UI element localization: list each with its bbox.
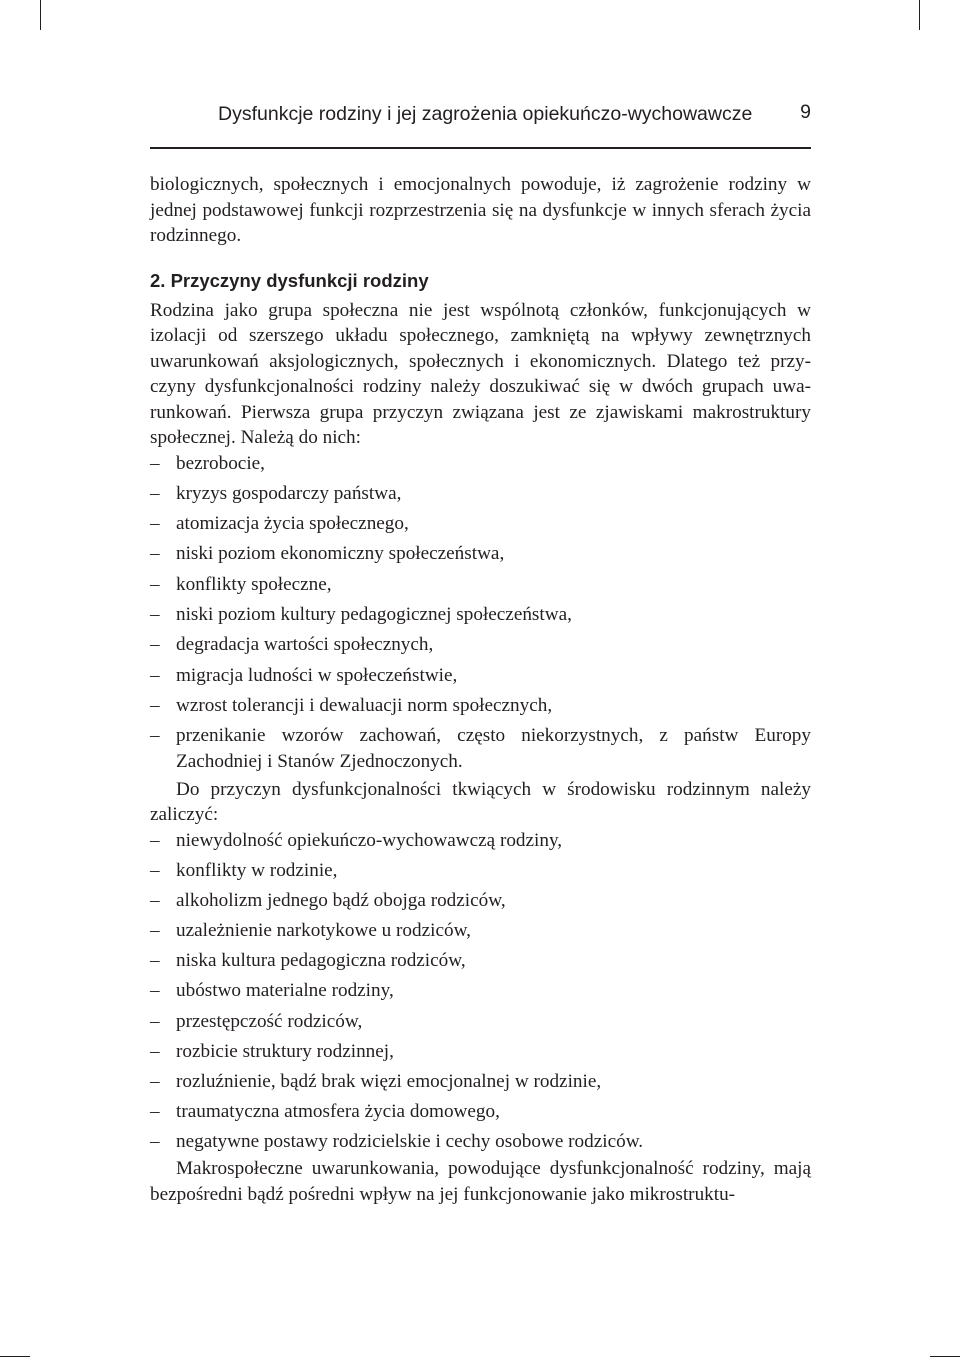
- list-item: [150, 693, 811, 719]
- list-item-text: ubóstwo materialne rodziny,: [176, 980, 394, 1002]
- list-item: [150, 481, 811, 507]
- list-item: [150, 511, 811, 537]
- list-item: [150, 1009, 811, 1035]
- list-item: [150, 888, 811, 914]
- list-item: [150, 632, 811, 658]
- list-item: [150, 541, 811, 567]
- list-item-text: negatywne postawy rodzicielskie i cechy osobowe rodziców.: [176, 1130, 644, 1152]
- crop-mark-right: [919, 0, 920, 30]
- list-dash: –: [150, 890, 160, 912]
- list-dash: –: [150, 725, 160, 747]
- list-item: [150, 978, 811, 1004]
- paragraph-macro-conditions: Makrospołeczne uwarunkowania, powodujące dysfunkcjonalność rodziny, mają bezpośredni bądź pośredni wpływ na jej funkcjonowanie jako mikrostruktu-: [150, 1158, 811, 1205]
- page-number: 9: [800, 101, 811, 123]
- list-dash: –: [150, 452, 160, 474]
- list-item-text: rozbicie struktury rodzinnej,: [176, 1040, 394, 1062]
- list-item-text: traumatyczna atmosfera życia domowego,: [176, 1100, 500, 1122]
- running-title: Dysfunkcje rodziny i jej zagrożenia opiekuńczo-wychowawcze: [218, 103, 753, 125]
- list-dash: –: [150, 543, 160, 565]
- list-dash: –: [150, 694, 160, 716]
- list-dash: –: [150, 573, 160, 595]
- list-item: [150, 918, 811, 944]
- list-dash: –: [150, 513, 160, 535]
- paragraph-family-causes-intro: Do przyczyn dysfunkcjonalności tkwiących w środowisku rodzinnym należy zaliczyć:: [150, 778, 811, 826]
- section-heading: 2. Przyczyny dysfunkcji rodziny: [150, 269, 429, 291]
- list-item-text: kryzys gospodarczy państwa,: [176, 482, 402, 504]
- list-item: [150, 948, 811, 974]
- header-rule: [150, 147, 811, 149]
- list-item: [150, 1039, 811, 1065]
- paragraph-causes-intro: Rodzina jako grupa społeczna nie jest wspólnotą członków, funkcjonujących w izolacji od szerszego układu społecznego, zamkniętą na wpływy zewnętrznych uwarunkowań aksjologicznych, społecznych i ekonomicznych. Dlatego też przyczyny dysfunkcjonalności rodziny należy doszukiwać się w dwóch grupach uwarunkowań. Pierwsza grupa przyczyn związana jest ze zjawiskami makrostruktury społecznej. Należą do nich:: [150, 299, 811, 448]
- list-item-text: konflikty w rodzinie,: [176, 860, 338, 882]
- crop-mark-left: [40, 0, 41, 30]
- list-dash: –: [150, 1130, 160, 1152]
- list-item-text: konflikty społeczne,: [176, 573, 332, 595]
- list-dash: –: [150, 603, 160, 625]
- list-item-text: wzrost tolerancji i dewaluacji norm społecznych,: [176, 694, 553, 716]
- list-item-text: degradacja wartości społecznych,: [176, 634, 434, 656]
- list-item-text: rozluźnienie, bądź brak więzi emocjonalnej w rodzinie,: [176, 1070, 602, 1092]
- page-body: [150, 172, 811, 1207]
- list-item: [150, 572, 811, 598]
- list-item: [150, 663, 811, 689]
- list-item-text: niewydolność opiekuńczo-wychowawczą rodziny,: [176, 829, 563, 851]
- list-dash: –: [150, 1040, 160, 1062]
- list-dash: –: [150, 950, 160, 972]
- list-item-text: przestępczość rodziców,: [176, 1010, 363, 1032]
- list-item-text: atomizacja życia społecznego,: [176, 513, 409, 535]
- list-item-text: niski poziom kultury pedagogicznej społeczeństwa,: [176, 603, 572, 625]
- list-item: [150, 828, 811, 854]
- list-item-text: niska kultura pedagogiczna rodziców,: [176, 950, 466, 972]
- list-dash: –: [150, 920, 160, 942]
- list-dash: –: [150, 980, 160, 1002]
- list-item: [150, 858, 811, 884]
- list-item: [150, 1099, 811, 1125]
- list-dash: –: [150, 1100, 160, 1122]
- list-item-text: przenikanie wzorów zachowań, często niekorzystnych, z państw Europy Zachodniej i Stanów Zjednoczonych.: [176, 725, 811, 772]
- list-item-text: niski poziom ekonomiczny społeczeństwa,: [176, 543, 505, 565]
- list-item-text: uzależnienie narkotykowe u rodziców,: [176, 920, 471, 942]
- list-dash: –: [150, 664, 160, 686]
- list-item-text: bezrobocie,: [176, 452, 265, 474]
- list-item: [150, 602, 811, 628]
- list-item-text: migracja ludności w społeczeństwie,: [176, 664, 458, 686]
- list-item-text: alkoholizm jednego bądź obojga rodziców,: [176, 890, 506, 912]
- list-dash: –: [150, 634, 160, 656]
- macro-causes-list: [150, 451, 811, 775]
- list-item: [150, 451, 811, 477]
- list-dash: –: [150, 860, 160, 882]
- list-item: [150, 723, 811, 774]
- list-dash: –: [150, 482, 160, 504]
- list-dash: –: [150, 1070, 160, 1092]
- list-item: [150, 1129, 811, 1155]
- intro-paragraph: biologicznych, społecznych i emocjonalnych powoduje, iż zagrożenie rodziny w jednej podstawowej funkcji rozprzestrzenia się na dysfunkcje w innych sferach życia rodzinnego.: [150, 174, 811, 246]
- list-item: [150, 1069, 811, 1095]
- list-dash: –: [150, 1010, 160, 1032]
- family-causes-list: [150, 828, 811, 1154]
- list-dash: –: [150, 829, 160, 851]
